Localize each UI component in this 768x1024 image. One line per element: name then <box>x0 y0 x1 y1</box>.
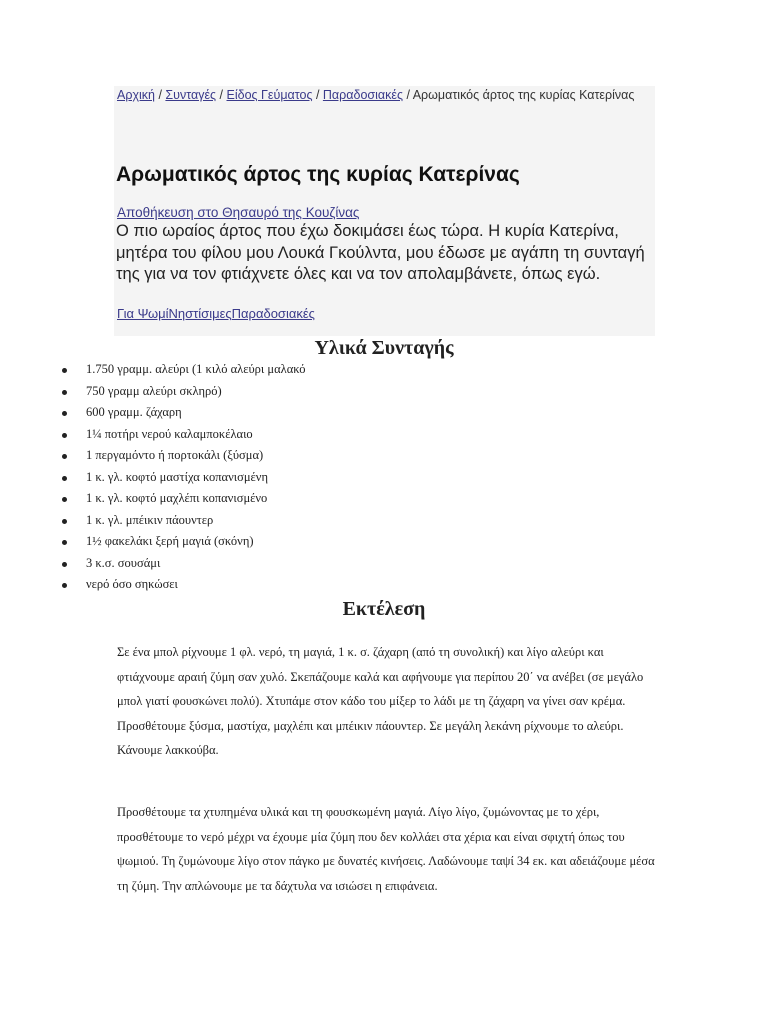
ingredient-item <box>60 531 306 553</box>
bullet-icon <box>62 540 67 545</box>
breadcrumb-separator: / <box>312 88 323 102</box>
ingredient-item <box>60 402 306 424</box>
ingredient-item <box>60 381 306 403</box>
breadcrumb-current: Αρωματικός άρτος της κυρίας Κατερίνας <box>412 88 635 102</box>
bullet-icon <box>62 519 67 524</box>
instruction-paragraph: Προσθέτουμε τα χτυπημένα υλικά και τη φουσκωμένη μαγιά. Λίγο λίγο, ζυμώνοντας με το χέρι, προσθέτουμε το νερό μέχρι να έχουμε μία ζύμη που δεν κολλάει στα χέρια και είναι σφιχτή όπως του ψωμιού. Τη ζυμώνουμε λίγο στον πάγκο με δυνατές κινήσεις. Λαδώνουμε ταψί 34 εκ. και αδειάζουμε μέσα τη ζύμη. Την απλώνουμε με τα δάχτυλα να ισιώσει η επιφάνεια. <box>117 805 655 893</box>
ingredient-item <box>60 488 306 510</box>
ingredient-item <box>60 510 306 532</box>
bullet-icon <box>62 368 67 373</box>
ingredient-text: 1 περγαμόντο ή πορτοκάλι (ξύσμα) <box>86 448 264 462</box>
breadcrumb-separator: / <box>155 88 166 102</box>
recipe-title: Αρωματικός άρτος της κυρίας Κατερίνας <box>116 163 520 186</box>
ingredient-text: 1¼ ποτήρι νερού καλαμποκέλαιο <box>86 426 253 441</box>
bullet-icon <box>62 411 67 416</box>
ingredient-text: 1 κ. γλ. κοφτό μαχλέπι κοπανισμένο <box>86 491 268 505</box>
ingredient-item <box>60 574 306 596</box>
ingredient-text: νερό όσο σηκώσει <box>86 577 178 591</box>
ingredient-text: 1 κ. γλ. κοφτό μαστίχα κοπανισμένη <box>86 469 268 484</box>
ingredient-item <box>60 445 306 467</box>
ingredient-text: 1 κ. γλ. μπέικιν πάουντερ <box>86 512 214 527</box>
bullet-icon <box>62 562 67 567</box>
ingredient-item <box>60 359 306 381</box>
bullet-icon <box>62 583 67 588</box>
ingredient-text: 600 γραμμ. ζάχαρη <box>86 405 182 419</box>
recipe-description: Ο πιο ωραίος άρτος που έχω δοκιμάσει έως τώρα. Η κυρία Κατερίνα, μητέρα του φίλου μου Λουκά Γκούλντα, μου έδωσε με αγάπη τη συνταγή της για να τον φτιάχνετε όλες και να τον απολαμβάνετε, όπως εγώ. <box>116 222 645 283</box>
bullet-icon <box>62 390 67 395</box>
bullet-icon <box>62 476 67 481</box>
breadcrumb-link-recipes[interactable]: Συνταγές <box>165 88 217 102</box>
bullet-icon <box>62 497 67 502</box>
breadcrumb-link-traditional[interactable]: Παραδοσιακές <box>322 88 403 102</box>
bullet-icon <box>62 454 67 459</box>
breadcrumb-link-home[interactable]: Αρχική <box>117 88 155 102</box>
ingredient-text: 3 κ.σ. σουσάμι <box>86 555 161 570</box>
ingredients-list <box>60 359 306 596</box>
tag-link-bread[interactable]: Για Ψωμί <box>117 306 169 321</box>
ingredients-heading: Υλικά Συνταγής <box>314 337 454 359</box>
breadcrumb-separator: / <box>402 88 413 102</box>
tag-link-traditional[interactable]: Παραδοσιακές <box>231 306 315 321</box>
save-to-treasury-link[interactable]: Αποθήκευση στο Θησαυρό της Κουζίνας <box>117 205 360 220</box>
instruction-paragraph: Σε ένα μπολ ρίχνουμε 1 φλ. νερό, τη μαγιά, 1 κ. σ. ζάχαρη (από τη συνολική) και λίγο αλεύρι και φτιάχνουμε αραιή ζύμη σαν χυλό. Σκεπάζουμε καλά και αφήνουμε για περίπου 20΄ να ανέβει (σε μεγάλο μπολ γιατί φουσκώνει πολύ). Χτυπάμε στον κάδο του μίξερ το λάδι με τη ζάχαρη να γίνει σαν κρέμα. Προσθέτουμε ξύσμα, μαστίχα, μαχλέπι και μπέικιν πάουντερ. Σε μεγάλη λεκάνη ρίχνουμε το αλεύρι. Κάνουμε λακκούβα. <box>117 645 644 757</box>
ingredient-text: 1½ φακελάκι ξερή μαγιά (σκόνη) <box>86 534 254 548</box>
breadcrumb-separator: / <box>216 88 227 102</box>
ingredient-item <box>60 467 306 489</box>
bullet-icon <box>62 433 67 438</box>
breadcrumb <box>117 88 637 103</box>
tag-link-fasting[interactable]: Νηστίσιμες <box>168 306 232 321</box>
recipe-tags <box>117 306 315 321</box>
ingredient-item <box>60 424 306 446</box>
breadcrumb-link-meal-type[interactable]: Είδος Γεύματος <box>226 88 313 102</box>
ingredient-text: 1.750 γραμμ. αλεύρι (1 κιλό αλεύρι μαλακό <box>86 362 306 376</box>
instructions-heading: Εκτέλεση <box>342 598 426 620</box>
ingredient-text: 750 γραμμ αλεύρι σκληρό) <box>86 383 222 398</box>
ingredient-item <box>60 553 306 575</box>
